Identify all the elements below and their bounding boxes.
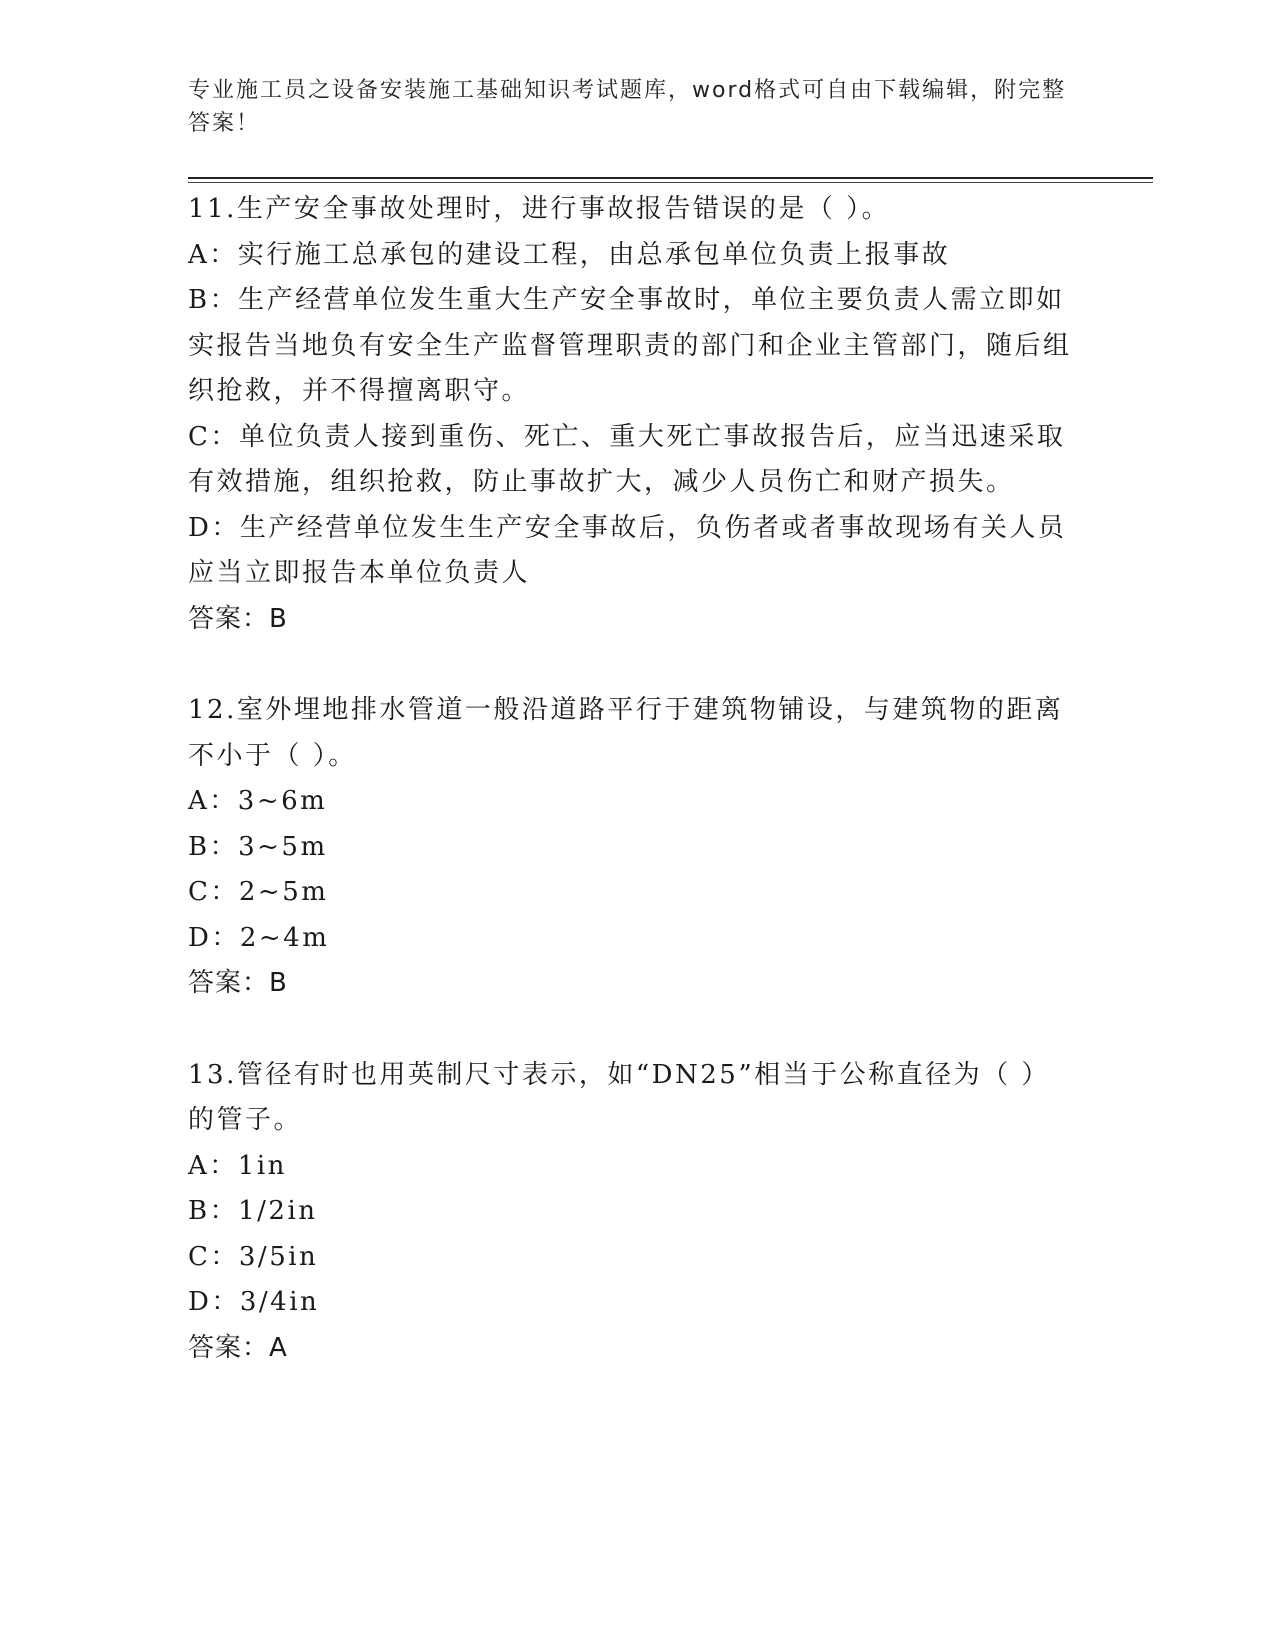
question-stem [188,688,1078,779]
question-list [188,187,1078,1417]
question-text: 生产安全事故处理时，进行事故报告错误的是（ ）。 [236,194,891,224]
option-d: D：生产经营单位发生生产安全事故后，负伤者或者事故现场有关人员应当立即报告本单位负责人 [188,512,1067,588]
question-13 [188,1053,1078,1372]
answer: 答案：A [188,1332,288,1363]
option-a: A：实行施工总承包的建设工程，由总承包单位负责上报事故 [188,239,951,270]
question-stem [188,187,1078,233]
option-c: C：2~5m [188,877,329,907]
option-c: C：单位负责人接到重伤、死亡、重大死亡事故报告后，应当迅速采取有效措施，组织抢救，防止事故扩大，减少人员伤亡和财产损失。 [188,421,1066,497]
question-number: 13. [188,1059,237,1090]
question-stem [188,1053,1078,1144]
option-b: B：1/2in [188,1196,318,1226]
question-text: 室外埋地排水管道一般沿道路平行于建筑物铺设，与建筑物的距离不小于（ ）。 [188,695,1064,771]
answer: 答案：B [188,968,288,998]
option-a: A：3~6m [188,786,328,816]
header-divider-thick [188,177,1153,179]
question-12 [188,688,1078,1007]
header-divider-thin [188,182,1153,183]
question-11 [188,187,1078,642]
question-number: 12. [188,695,237,725]
option-d: D：2~4m [188,922,330,953]
document-description: 专业施工员之设备安装施工基础知识考试题库，word格式可自由下载编辑，附完整答案！ [188,78,1067,136]
option-d: D：3/4in [188,1287,320,1317]
option-c: C：3/5in [188,1241,319,1272]
question-text: 管径有时也用英制尺寸表示，如“DN25”相当于公称直径为（ ）的管子。 [188,1059,1050,1135]
question-number: 11. [188,194,237,224]
answer: 答案：B [188,603,288,634]
option-b: B：生产经营单位发生重大生产安全事故时，单位主要负责人需立即如实报告当地负有安全生产监督管理职责的部门和企业主管部门，随后组织抢救，并不得擅离职守。 [188,285,1072,406]
option-b: B：3~5m [188,831,328,862]
option-a: A：1in [188,1150,287,1181]
